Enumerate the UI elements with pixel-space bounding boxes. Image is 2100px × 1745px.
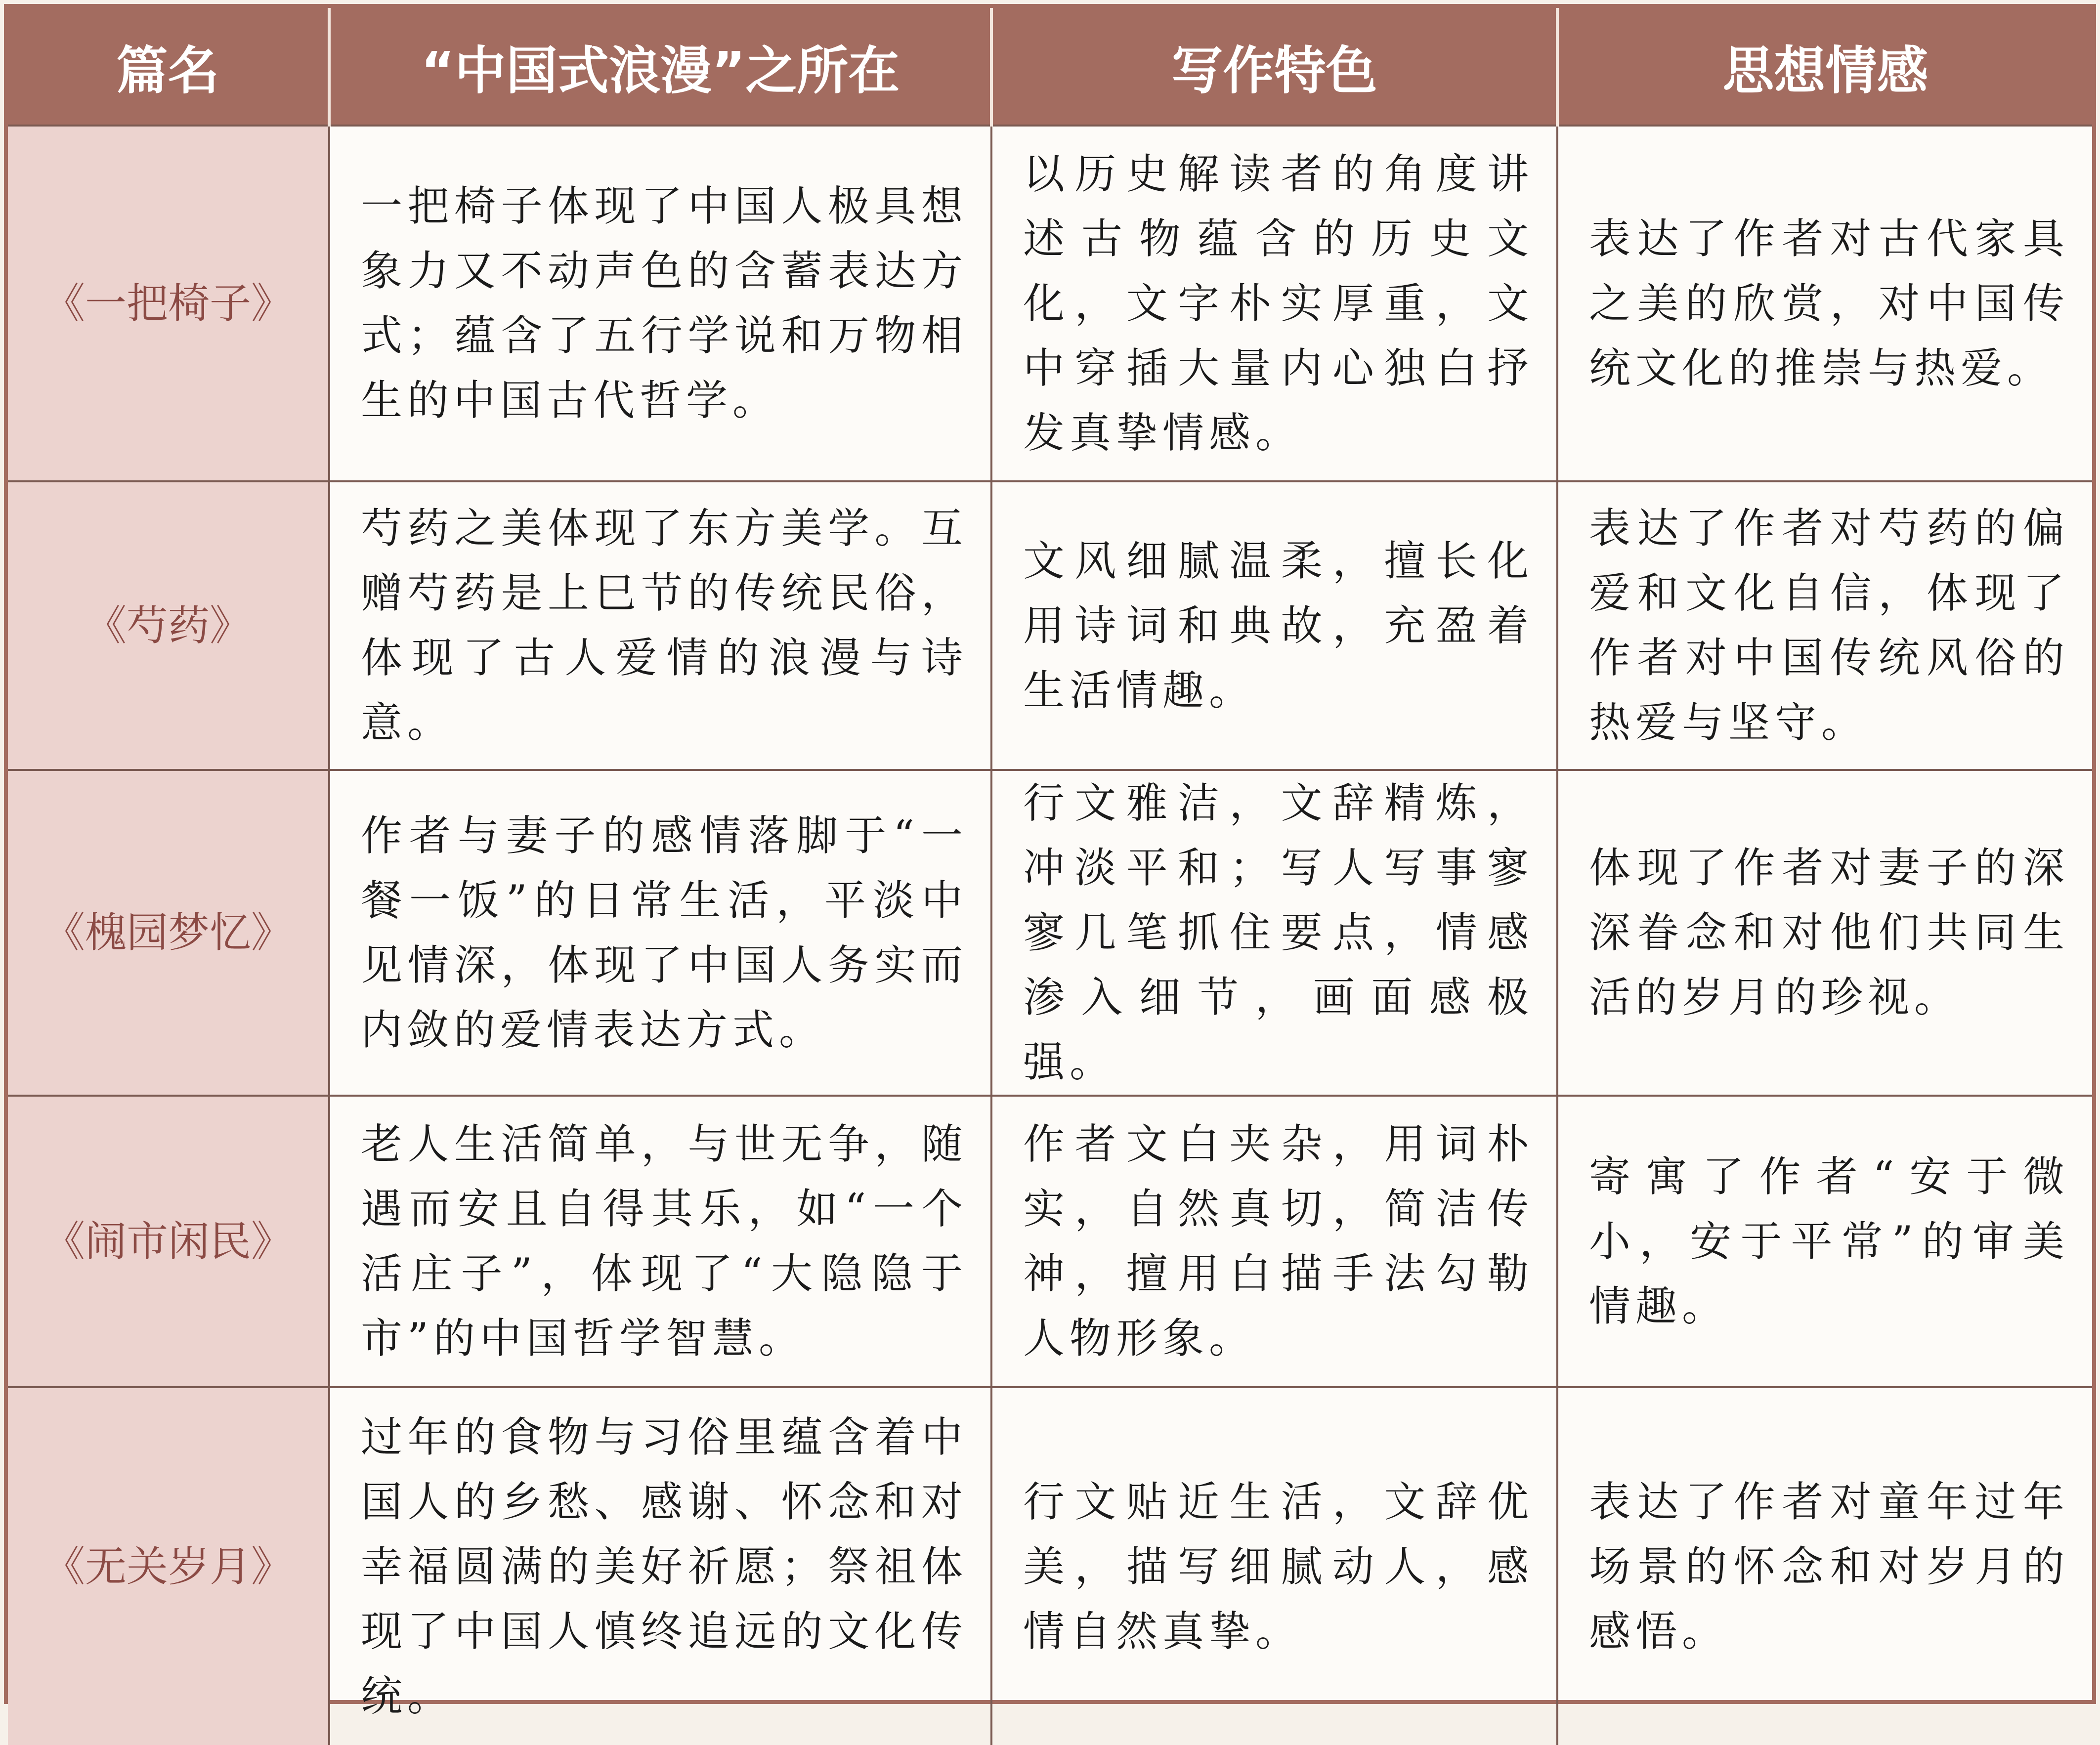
table-row [8,481,2092,770]
emotion-cell: 体现了作者对妻子的深深眷念和对他们共同生活的岁月的珍视。 [1557,770,2092,1096]
header-title: 篇名 [8,8,329,126]
style-cell: 行文雅洁，文辞精炼，冲淡平和；写人写事寥寥几笔抓住要点，情感渗入细节，画面感极强。 [991,770,1557,1096]
style-cell: 文风细腻温柔，擅长化用诗词和典故，充盈着生活情趣。 [991,481,1557,770]
essay-title: 《一把椅子》 [8,126,329,481]
style-cell: 以历史解读者的角度讲述古物蕴含的历史文化，文字朴实厚重，文中穿插大量内心独白抒发真挚情感。 [991,126,1557,481]
emotion-cell: 表达了作者对古代家具之美的欣赏，对中国传统文化的推崇与热爱。 [1557,126,2092,481]
essay-title: 《无关岁月》 [8,1387,329,1745]
table-row [8,1387,2092,1745]
emotion-cell: 寄寓了作者“安于微小，安于平常”的审美情趣。 [1557,1096,2092,1387]
romance-cell: 老人生活简单，与世无争，随遇而安且自得其乐，如“一个活庄子”，体现了“大隐隐于市”的中国哲学智慧。 [329,1096,991,1387]
table-frame [4,4,2096,1720]
header-emotion: 思想情感 [1557,8,2092,126]
header-romance: “中国式浪漫”之所在 [329,8,991,126]
romance-cell: 作者与妻子的感情落脚于“一餐一饭”的日常生活，平淡中见情深，体现了中国人务实而内敛的爱情表达方式。 [329,770,991,1096]
table-row [8,1096,2092,1387]
romance-cell: 芍药之美体现了东方美学。互赠芍药是上巳节的传统民俗，体现了古人爱情的浪漫与诗意。 [329,481,991,770]
header-style: 写作特色 [991,8,1557,126]
romance-cell: 过年的食物与习俗里蕴含着中国人的乡愁、感谢、怀念和对幸福圆满的美好祈愿；祭祖体现了中国人慎终追远的文化传统。 [329,1387,991,1745]
emotion-cell: 表达了作者对童年过年场景的怀念和对岁月的感悟。 [1557,1387,2092,1745]
essay-title: 《闹市闲民》 [8,1096,329,1387]
essay-title: 《芍药》 [8,481,329,770]
romance-cell: 一把椅子体现了中国人极具想象力又不动声色的含蓄表达方式；蕴含了五行学说和万物相生的中国古代哲学。 [329,126,991,481]
literature-summary-table [8,8,2092,1745]
table-row [8,770,2092,1096]
table-row [8,126,2092,481]
style-cell: 作者文白夹杂，用词朴实，自然真切，简洁传神，擅用白描手法勾勒人物形象。 [991,1096,1557,1387]
header-row [8,8,2092,126]
emotion-cell: 表达了作者对芍药的偏爱和文化自信，体现了作者对中国传统风俗的热爱与坚守。 [1557,481,2092,770]
essay-title: 《槐园梦忆》 [8,770,329,1096]
style-cell: 行文贴近生活，文辞优美，描写细腻动人，感情自然真挚。 [991,1387,1557,1745]
